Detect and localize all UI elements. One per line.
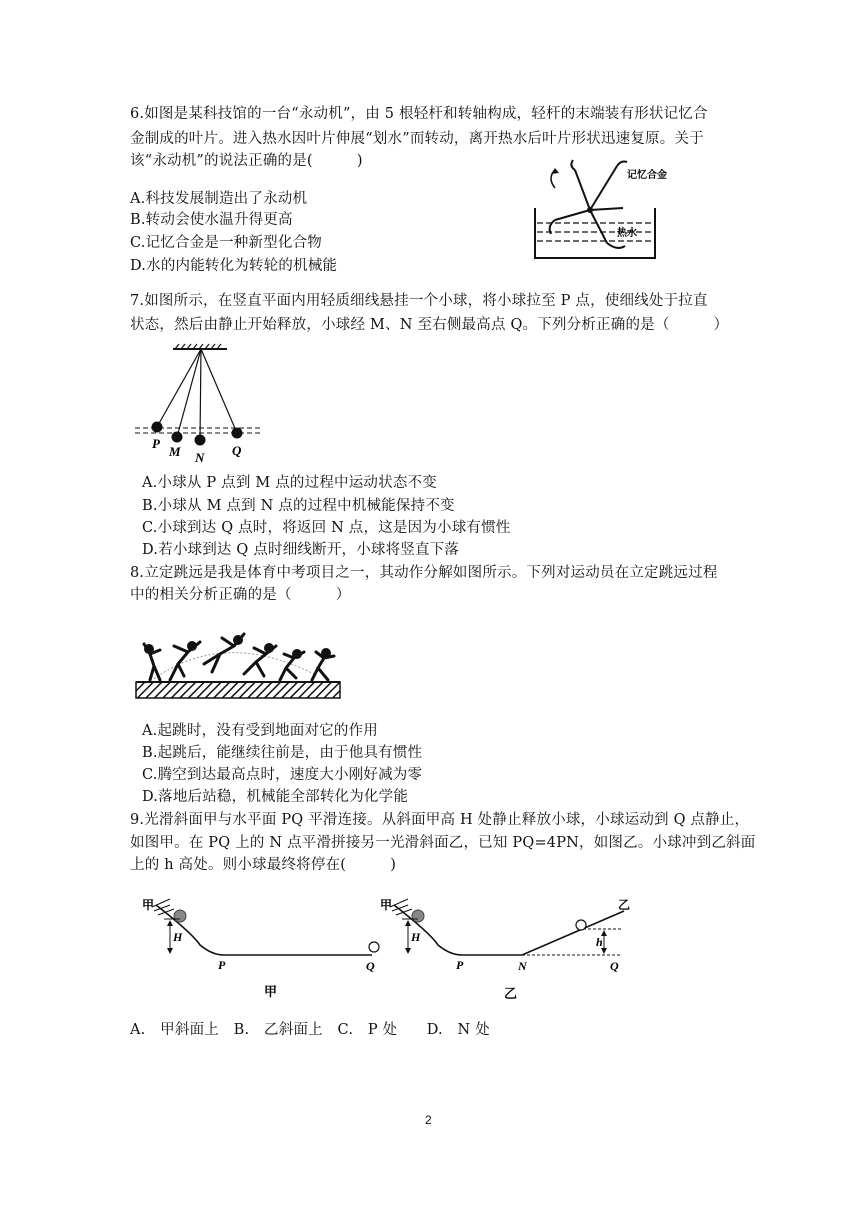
q6-stem-line-3: 该“永动机”的说法正确的是( ) [130, 153, 363, 169]
q9-options: A. 甲斜面上 B. 乙斜面上 C. P 处 D. N 处 [130, 1022, 490, 1038]
slope-yi-label-left: 甲 [380, 898, 393, 912]
q6-option-c: C.记忆合金是一种新型化合物 [130, 235, 322, 251]
q6-option-d: D.水的内能转化为转轮的机械能 [130, 258, 338, 274]
slope-figure-yi [378, 893, 640, 1005]
q6-stem-line-1: 6.如图是某科技馆的一台“永动机”，由 5 根轻杆和转轴构成，轻杆的末端装有形状记忆合 [130, 106, 708, 122]
point-q-label: Q [232, 443, 242, 458]
point-m-label: M [169, 444, 181, 459]
slope-figure-jia [140, 893, 393, 1003]
point-N-label: N [518, 959, 527, 973]
page-number: 2 [425, 1113, 432, 1127]
alloy-label: 记忆合金 [627, 170, 667, 181]
q7-option-a: A.小球从 P 点到 M 点的过程中运动状态不变 [142, 475, 437, 491]
q7-option-c: C.小球到达 Q 点时，将返回 N 点，这是因为小球有惯性 [142, 520, 511, 536]
pendulum-figure [135, 343, 265, 465]
q6-stem-line-2: 金制成的叶片。进入热水因叶片伸展“划水”而转动，离开热水后叶片形状迅速复原。关于 [130, 131, 704, 147]
point-Q-label-jia: Q [366, 959, 375, 973]
point-n-label: N [195, 450, 205, 465]
q8-option-d: D.落地后站稳，机械能全部转化为化学能 [142, 789, 409, 805]
q7-option-d: D.若小球到达 Q 点时细线断开，小球将竖直下落 [142, 542, 460, 558]
q7-option-b: B.小球从 M 点到 N 点的过程中机械能保持不变 [142, 498, 455, 514]
q9-stem-line-2: 如图甲。在 PQ 上的 N 点平滑拼接另一光滑斜面乙，已知 PQ=4PN，如图乙。小球冲到乙斜面 [130, 835, 756, 851]
slope-yi-label: 乙 [618, 898, 631, 912]
q8-option-c: C.腾空到达最高点时，速度大小刚好减为零 [142, 767, 423, 783]
slope-jia-label: 甲 [142, 898, 155, 912]
q9-stem-line-1: 9.光滑斜面甲与水平面 PQ 平滑连接。从斜面甲高 H 处静止释放小球，小球运动到 Q 点静止， [130, 812, 750, 828]
q6-option-a: A.科技发展制造出了永动机 [130, 191, 308, 207]
height-h-label: h [596, 935, 603, 949]
water-label: 热水 [617, 228, 637, 239]
point-P-label-jia: P [218, 958, 226, 972]
point-P-label-yi: P [456, 958, 464, 972]
caption-jia: 甲 [264, 984, 278, 999]
point-Q-label-yi: Q [610, 959, 619, 973]
perpetual-motion-figure [525, 158, 670, 268]
q7-stem-line-2: 状态，然后由静止开始释放，小球经 M、N 至右侧最高点 Q。下列分析正确的是（ ） [130, 317, 729, 333]
q8-option-a: A.起跳时，没有受到地面对它的作用 [142, 723, 378, 739]
q8-stem-line-2: 中的相关分析正确的是（ ） [130, 587, 351, 603]
point-p-label: P [152, 436, 160, 451]
caption-yi: 乙 [504, 986, 518, 1001]
q8-stem-line-1: 8.立定跳远是我是体育中考项目之一，其动作分解如图所示。下列对运动员在立定跳远过程 [130, 565, 718, 581]
height-H-label-yi: H [411, 930, 421, 944]
q7-stem-line-1: 7.如图所示，在竖直平面内用轻质细线悬挂一个小球，将小球拉至 P 点，使细线处于拉直 [130, 293, 708, 309]
q8-option-b: B.起跳后，能继续往前是，由于他具有惯性 [142, 745, 423, 761]
long-jump-figure [134, 624, 342, 700]
height-H-label-jia: H [173, 930, 183, 944]
q6-option-b: B.转动会使水温升得更高 [130, 212, 293, 228]
q9-stem-line-3: 上的 h 高处。则小球最终将停在( ) [130, 857, 397, 873]
